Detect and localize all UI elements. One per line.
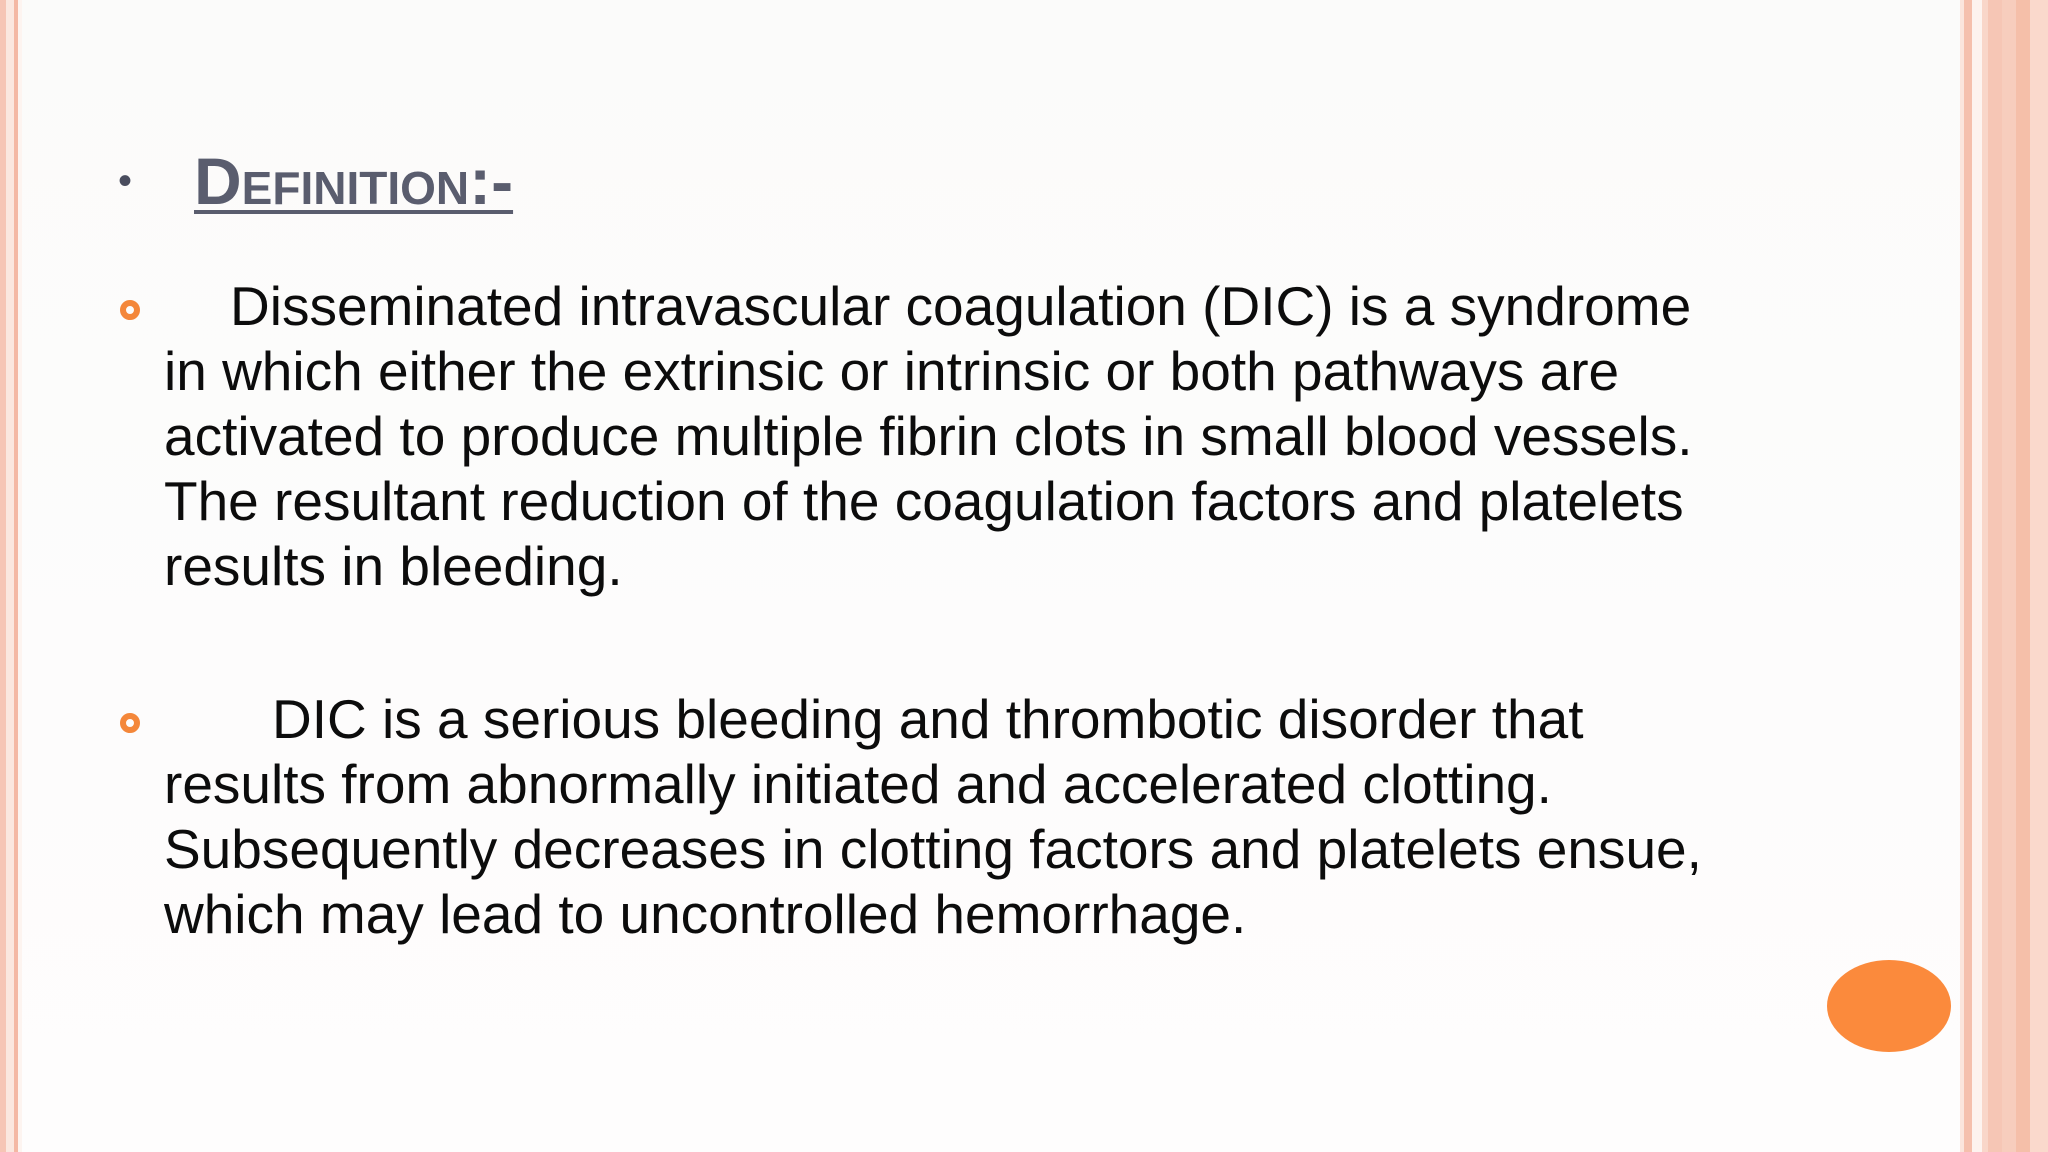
paragraph-first-line: Disseminated intravascular coagulation (DIC) is a <box>230 275 1435 337</box>
definition-heading <box>118 144 514 218</box>
right-border-decoration <box>1960 0 2048 1152</box>
paragraph-body: syndrome in which either the extrinsic or intrinsic or both pathways are activated to produce multiple fibrin clots in small blood vessels. The resultant reduction of the coagulation factors and platelets results in bleeding. <box>164 275 1693 597</box>
orange-circle-decoration <box>1827 960 1951 1052</box>
heading-title: Definition:- <box>194 144 514 218</box>
paragraph-first-line: DIC is a serious bleeding and thrombotic disorder that <box>272 688 1584 750</box>
ring-bullet-icon <box>120 300 140 320</box>
ring-bullet-icon <box>120 713 140 733</box>
left-border-decoration <box>0 0 22 1152</box>
heading-bullet-icon: • <box>118 159 133 203</box>
paragraph-body: results from abnormally initiated and accelerated clotting. Subsequently decreases in clotting factors and platelets ensue, which may lead to uncontrolled hemorrhage. <box>164 753 1702 945</box>
paragraph-dic-disorder <box>164 687 1724 947</box>
paragraph-dic-definition <box>164 274 1724 599</box>
